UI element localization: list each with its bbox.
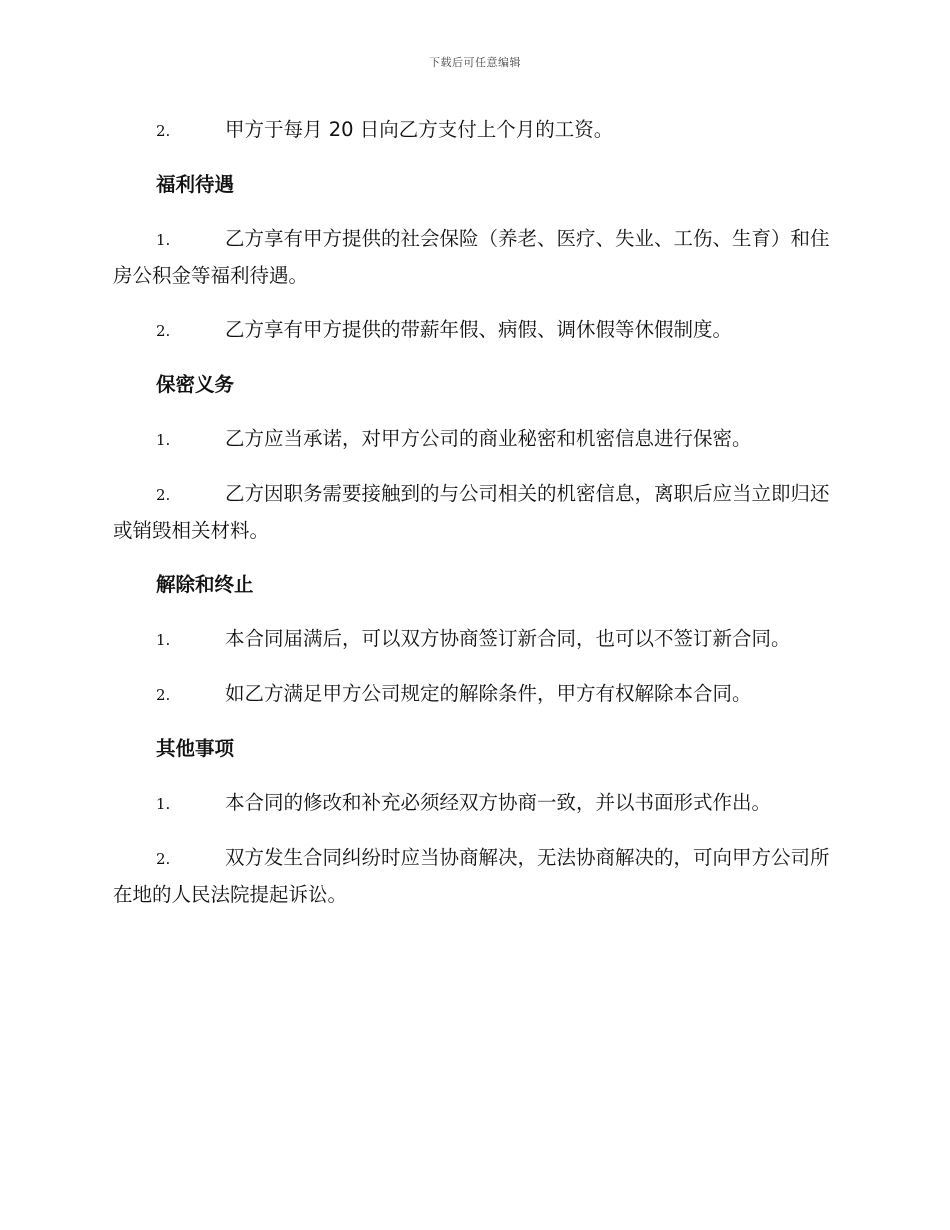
item-number: 1. <box>156 231 171 249</box>
section-heading-termination: 解除和终止 <box>156 573 254 596</box>
item-number: 1. <box>156 795 171 813</box>
list-item <box>113 840 835 913</box>
item-text: 甲方于每月 20 日向乙方支付上个月的工资。 <box>225 118 614 141</box>
document-body <box>113 112 835 931</box>
item-text: 本合同届满后，可以双方协商签订新合同，也可以不签订新合同。 <box>225 627 791 650</box>
list-item <box>113 621 835 658</box>
list-item <box>113 785 835 822</box>
section-heading-other: 其他事项 <box>156 737 235 760</box>
item-text: 双方发生合同纠纷时应当协商解决，无法协商解决的，可向甲方公司所在地的人民法院提起诉讼。 <box>113 846 830 906</box>
list-item <box>113 421 835 458</box>
item-text: 乙方应当承诺，对甲方公司的商业秘密和机密信息进行保密。 <box>225 427 752 450</box>
item-number: 2. <box>156 122 171 140</box>
item-number: 2. <box>156 686 171 704</box>
item-number: 1. <box>156 631 171 649</box>
item-text: 如乙方满足甲方公司规定的解除条件，甲方有权解除本合同。 <box>225 682 752 705</box>
page-header: 下载后可任意编辑 <box>429 56 521 69</box>
item-number: 2. <box>156 486 171 504</box>
section-heading-welfare: 福利待遇 <box>156 173 235 196</box>
list-item <box>113 112 835 149</box>
list-item <box>113 312 835 349</box>
section-heading-confidentiality: 保密义务 <box>156 373 235 396</box>
item-text: 乙方享有甲方提供的社会保险（养老、医疗、失业、工伤、生育）和住房公积金等福利待遇。 <box>113 227 830 287</box>
item-number: 2. <box>156 322 171 340</box>
item-text: 本合同的修改和补充必须经双方协商一致，并以书面形式作出。 <box>225 791 772 814</box>
item-text: 乙方享有甲方提供的带薪年假、病假、调休假等休假制度。 <box>225 318 733 341</box>
item-text: 乙方因职务需要接触到的与公司相关的机密信息，离职后应当立即归还或销毁相关材料。 <box>113 482 830 542</box>
item-number: 2. <box>156 850 171 868</box>
item-number: 1. <box>156 431 171 449</box>
list-item <box>113 221 835 294</box>
list-item <box>113 476 835 549</box>
list-item <box>113 676 835 713</box>
